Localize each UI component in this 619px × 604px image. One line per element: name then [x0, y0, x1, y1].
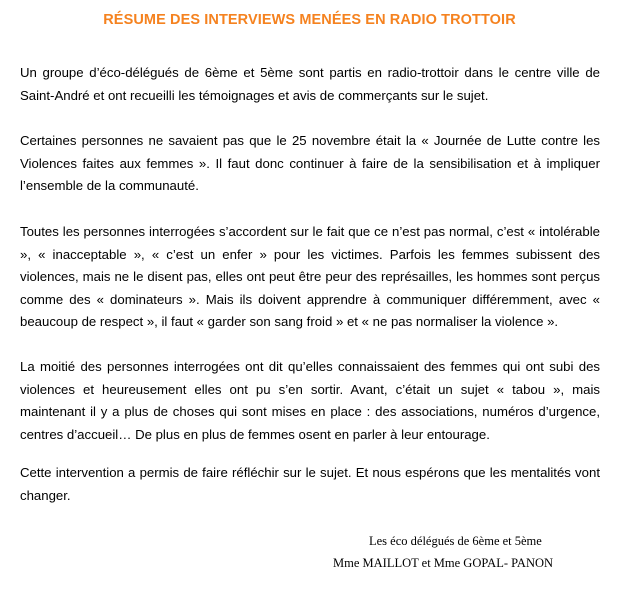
- paragraph-awareness: Certaines personnes ne savaient pas que le 25 novembre était la « Journée de Lutte contre les Violences faites aux femmes ». Il faut donc continuer à faire de la sensibilisation et à impliquer l’ensemble de la communauté.: [20, 133, 600, 193]
- paragraph-testimonies: La moitié des personnes interrogées ont dit qu’elles connaissaient des femmes qui ont subi des violences et heureusement elles ont pu s’en sortir. Avant, c’était un sujet « tabou », mais maintenant il y a plus de choses qui sont mises en place : des associations, numéros d’urgence, centres d’accueil… De plus en plus de femmes osent en parler à leur entourage.: [20, 359, 600, 442]
- document-title: RÉSUME DES INTERVIEWS MENÉES EN RADIO TROTTOIR: [103, 12, 516, 28]
- paragraph-conclusion: Cette intervention a permis de faire réfléchir sur le sujet. Et nous espérons que les mentalités vont changer.: [20, 465, 600, 503]
- paragraph-intro: Un groupe d’éco-délégués de 6ème et 5ème sont partis en radio-trottoir dans le centre ville de Saint-André et ont recueilli les témoignages et avis de commerçants sur le sujet.: [20, 65, 600, 103]
- signature-group: Les éco délégués de 6ème et 5ème: [369, 534, 542, 548]
- paragraph-opinions: Toutes les personnes interrogées s’accordent sur le fait que ce n’est pas normal, c’est « intolérable », « inacceptable », « c’est un enfer » pour les victimes. Parfois les femmes subissent des violences, mais ne le disent pas, elles ont peut être peur des représailles, les hommes sont perçus comme des « dominateurs ». Mais ils doivent apprendre à communiquer différemment, avec « beaucoup de respect », il faut « garder son sang froid » et « ne pas normaliser la violence ».: [20, 224, 600, 329]
- signature-names: Mme MAILLOT et Mme GOPAL- PANON: [333, 556, 554, 570]
